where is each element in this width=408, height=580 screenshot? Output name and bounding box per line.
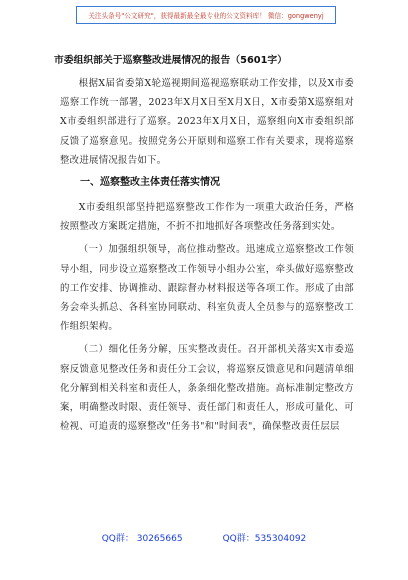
document-body (60, 74, 354, 440)
document-title: 市委组织部关于巡察整改进展情况的报告（5601字） (54, 55, 288, 66)
footer-qq-group-2[interactable]: QQ群：535304092 (222, 534, 307, 544)
item-two-paragraph: （二）细化任务分解，压实整改责任。召开部机关落实X市委巡察反馈意见整改任务和责任分工会议，将巡察反馈意见和问题清单细化分解到相关科室和责任人，条条细化整改措施。高标准制定整改方案，明确整改时限、责任领导、责任部门和责任人，形成可量化、可检视、可追责的巡察整改"任务书"和"时间表"，确保整改责任层层 (60, 344, 354, 433)
footer-qq-groups (0, 531, 408, 544)
intro-paragraph: 根据X届省委第X轮巡视期间巡视巡察联动工作安排，以及X市委巡察工作统一部署，2023年X月X日至X月X日，X市委第X巡察组对X市委组织部进行了巡察。2023年X月X日，巡察组向X市委组织部反馈了巡察意见。按照党务公开原则和巡察工作有关要求，现将巡察整改进展情况报告如下。 (60, 78, 354, 166)
section-paragraph: X市委组织部坚持把巡察整改工作作为一项重大政治任务，严格按照整改方案既定措施，不折不扣地抓好各项整改任务落到实处。 (60, 202, 354, 233)
section-heading: 一、巡察整改主体责任落实情况 (80, 177, 220, 189)
header-banner: 关注头条号"公文研究"，获得最新最全最专业的公文资料库！ 微信：gongwenyj (76, 6, 336, 24)
item-one-paragraph: （一）加强组织领导，高位推动整改。迅速成立巡察整改工作领导小组，同步设立巡察整改工作领导小组办公室，牵头做好巡察整改的工作安排、协调推动、跟踪督办材料报送等各项工作。形成了由部务会牵头抓总、各科室协同联动、科室负责人全员参与的巡察整改工作组织架构。 (60, 244, 354, 333)
footer-qq-group-1[interactable]: QQ群： 30265665 (101, 534, 183, 544)
